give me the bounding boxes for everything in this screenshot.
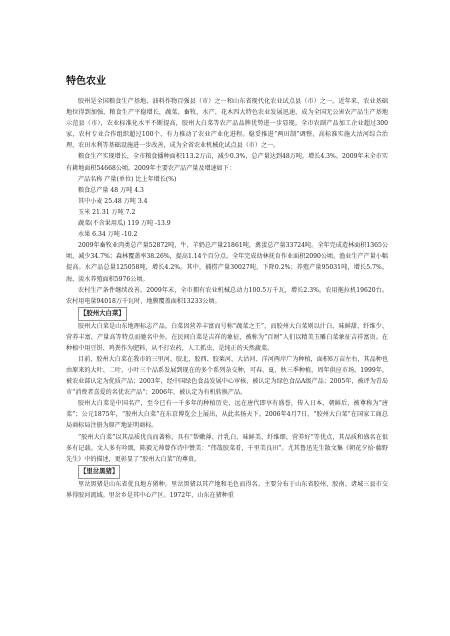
section-heading-pig: 【里岔黑猪】 — [66, 465, 388, 479]
conditions-paragraph: 农村生产条件继续改善。2009年末，全市拥有农业机械总动力100.5万千瓦，增长2.3%。农用拖拉机19620台。农村用电量94018万千瓦时，地膜覆盖面积13233公顷。 — [66, 286, 388, 305]
pig-paragraph: 里岔黑猪是山东省优良地方猪种。里岔黑猪以其产地和毛色而得名。主要分布于山东省胶州、胶南、诸城三县市交界得胶河流域。里岔乡是其中心产区。1972年，山东在猪种重 — [66, 480, 388, 499]
page-title: 特色农业 — [66, 76, 106, 87]
table-row: 水果 6.34 万吨 -10.2 — [78, 231, 138, 239]
cabbage-paragraph: 目前，胶州大白菜在我市的三里河、胶北、胶西、胶莱河、大沽河、洋河两岸广为种植，面积6万亩左右，其品种也由原来的大叶、二叶、小叶三个品系发展到现在的多个系列杂交种，可春、夏、秋三季种植，周年供应市场。1999年，被农业部认定为优质产品；2003年，经中国绿色食品发展中心审核，被认定为绿色食品A级产品；2005年，被评为青岛市“消费者喜爱的名优农产品”；2006年，被认定为有机转换产品。 — [66, 355, 388, 397]
table-row: 蔬菜(不含果用瓜) 119 万吨 -13.9 — [78, 220, 171, 228]
table-row: 玉米 21.31 万吨 7.2 — [78, 208, 136, 216]
table-header: 产品名称 产量(单位) 比上年增长(%) — [78, 175, 177, 183]
cabbage-paragraph: 胶州大白菜是中国名产，至今已有一千多年的种植历史，远在唐代即享有盛誉，传入日本、朝鲜后，被尊称为“唐菜”；公元1875年，“胶州大白菜”在东京博览会上展出，从此名扬天下。2006年4月7日，“胶州大白菜”在国家工商总局商标局注册为原产地证明商标。 — [66, 400, 388, 430]
table-row: 粮食总产量 48 万吨 4.3 — [78, 186, 144, 194]
table-row: 其中小麦 25.48 万吨 3.4 — [78, 197, 148, 205]
intro-paragraph: 胶州是全国粮食生产基地，油料作物百强县（市）之一和山东省现代化农业试点县（市）之一。近年来，农业基础地位得到加强，粮食生产平稳增长，蔬菜、畜牧、水产、花木四大特色农业发展迅速，成为全国无公害农产品生产基地示范县（市），农业标准化水平不断提高，胶州大白菜等农产品品牌优势进一步显现。全市农副产品加工企业超过300家，农村专业合作组织超过100个，有力推动了农业产业化进程。稳妥推进“两田制”调整，高标准实施大沽河综合治理，农田水利等基础设施进一步改善，成为全省农业机械化试点县（市）之一。 — [66, 98, 388, 150]
livestock-paragraph: 2009年畜牧业肉类总产量52872吨，牛、羊奶总产量21861吨，禽蛋总产量33724吨。全年完成造林面积1365公顷，减少34.7%；森林覆盖率38.26%，提高1.14个百分点。全年完成幼林抚育作业面积2090公顷。渔业生产产量小幅提高。水产品总量125058吨，增长4.2%。其中，捕捞产量30027吨，下降0.2%；养殖产量95031吨，增长5.7%。海、淡水养殖面积5976公顷。 — [66, 242, 388, 283]
cabbage-paragraph: “胶州大白菜”以其品质优良而著称，具有“帮嫩薄、汁乳白、味鲜美、纤维细、营养好”等优点，其品质和盛名在很多有记载。文人多有吟颂，陈毅元帅曾作诗中赞美：“伟哉胶菜肴，千里美良田”。尤其鲁迅先生散文集《朝花夕拾·藤野先生》中的描述，更彰显了“胶州大白菜”的尊贵。 — [66, 433, 388, 463]
cabbage-paragraph: 胶州大白菜是山东地理标志产品。白菜因营养丰富而号称“蔬菜之王”，而胶州大白菜则以汁白、味鲜甜、纤维少、营养丰富、产量高等特点而驰名中外。在民间白菜是吉祥的象征，被称为“百财”人们以精美玉雕白菜象征吉祥富贵。在种植中用豆饼、鸡粪作为肥料，从不打农药，人工抓虫，是纯正的天然蔬菜。 — [66, 322, 388, 352]
product-table — [66, 174, 388, 241]
section-heading-cabbage: 【胶州大白菜】 — [66, 307, 388, 321]
grain-paragraph: 粮食生产实现增长，全市粮食播种面积113.2万亩，减少0.3%，总产量达到48万吨，增长4.3%。2009年末全市实有耕地面积54668公顷。2009年主要农产品产量及增速如下： — [66, 153, 388, 172]
document-body — [66, 96, 388, 501]
